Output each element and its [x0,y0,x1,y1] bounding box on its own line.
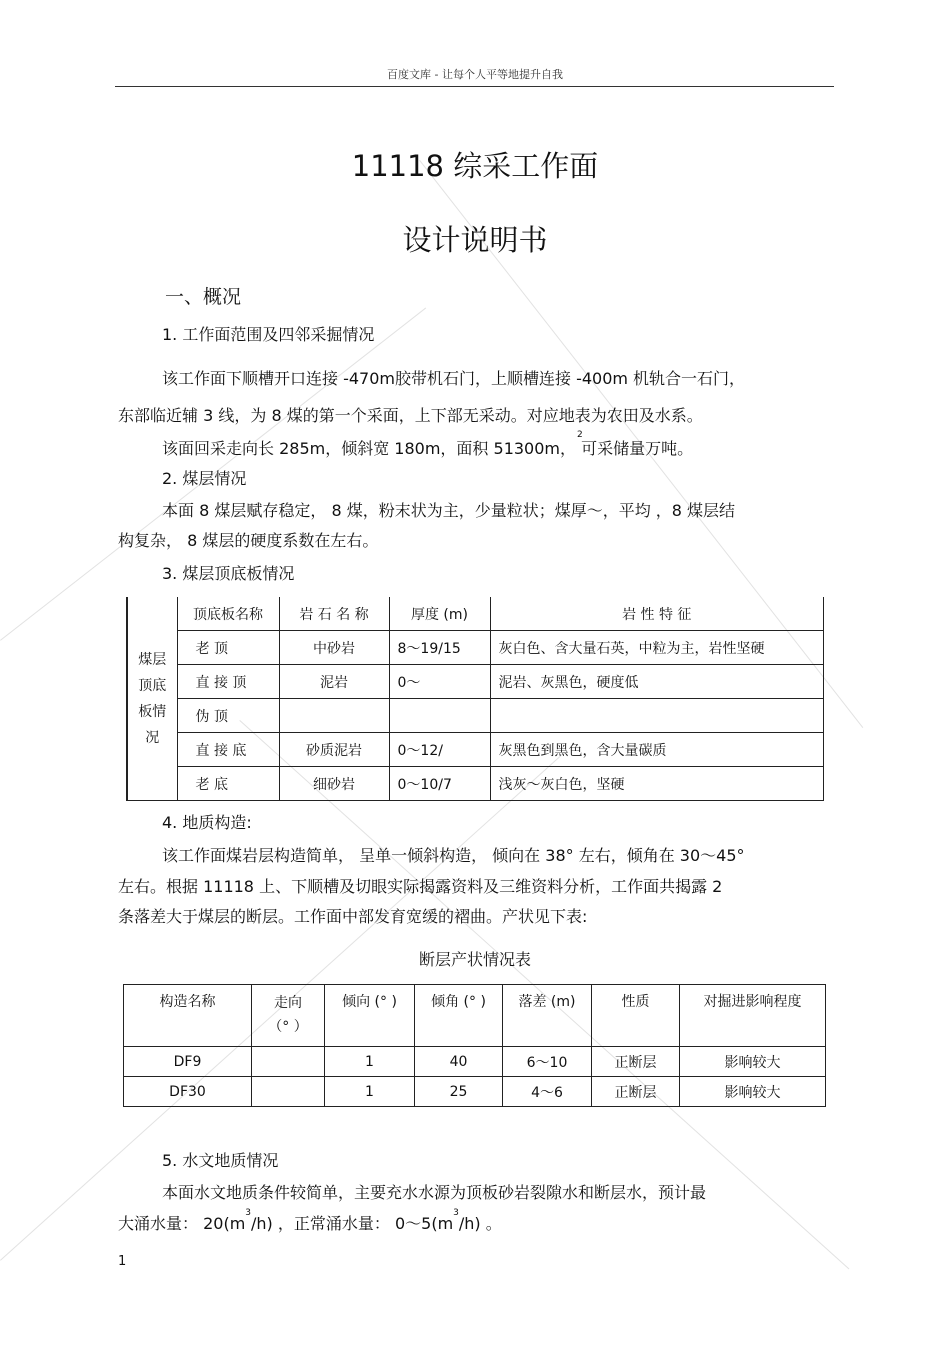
paragraph-4-line-3: 条落差大于煤层的断层。工作面中部发育宽缓的褶曲。产状见下表: [118,907,588,926]
paragraph-3-line-1: 本面 8 煤层赋存稳定， 8 煤，粉末状为主，少量粒状；煤厚～，平均 ，8 煤层结 [162,501,736,520]
subsection-heading-3: 3. 煤层顶底板情况 [162,564,295,583]
document-subtitle: 设计说明书 [402,223,548,257]
table-row: 直 接 底 砂质泥岩 0～12/ 灰黑色到黑色，含大量碳质 [127,733,824,767]
header-cell: 厚度 (m) [389,597,490,631]
subsection-heading-4: 4. 地质构造: [162,813,252,832]
paragraph-2: 该面回采走向长 285m，倾斜宽 180m，面积 51300m， 可采储量万吨。 [162,439,694,458]
header-cell: 走向 （° ） [252,985,325,1047]
side-label-cell: 煤层 顶底 板情 况 [127,597,177,801]
table-row: DF9 1 40 6～10 正断层 影响较大 [124,1047,826,1077]
header-divider [115,86,834,87]
paragraph-4-line-1: 该工作面煤岩层构造简单， 呈单一倾斜构造， 倾向在 38° 左右，倾角在 30～45° [162,846,745,865]
subsection-heading-1: 1. 工作面范围及四邻采掘情况 [162,325,375,344]
document-title: 11118 综采工作面 [351,149,599,183]
section-heading-overview: 一、概况 [165,286,242,308]
header-cell: 顶底板名称 [177,597,279,631]
header-cell: 性质 [592,985,680,1047]
header-cell: 倾角 (° ) [415,985,503,1047]
header-cell: 构造名称 [124,985,252,1047]
table-row: 老 底 细砂岩 0～10/7 浅灰～灰白色，坚硬 [127,767,824,801]
table-row: 伪 顶 [127,699,824,733]
header-cell: 落差 (m) [503,985,592,1047]
header-cell: 倾向 (° ) [325,985,415,1047]
table-header-row [127,597,824,631]
fault-table-title: 断层产状情况表 [418,950,531,969]
paragraph-4-line-2: 左右。根据 11118 上、下顺槽及切眼实际揭露资料及三维资料分析，工作面共揭露 2 [118,877,723,896]
superscript-2: 2 [577,430,583,440]
header-cell: 岩 性 特 征 [490,597,824,631]
header-cell: 岩 石 名 称 [279,597,389,631]
paragraph-5-line-2: 大涌水量： $20(m^3/h)$ ，正常涌水量： $0\sim 5(m^3/h)$ 。 [118,1208,502,1233]
table-row: 老 顶 中砂岩 8～19/15 灰白色、含大量石英，中粒为主，岩性坚硬 [127,631,824,665]
table-header-row [124,985,826,1047]
subsection-heading-5: 5. 水文地质情况 [162,1151,279,1170]
table-row: 直 接 顶 泥岩 0～ 泥岩、灰黑色，硬度低 [127,665,824,699]
paragraph-1-line-2: 东部临近辅 3 线，为 8 煤的第一个采面，上下部无采动。对应地表为农田及水系。 [118,406,703,425]
table-row: DF30 1 25 4～6 正断层 影响较大 [124,1077,826,1107]
paragraph-5-line-1: 本面水文地质条件较简单，主要充水水源为顶板砂岩裂隙水和断层水，预计最 [162,1183,707,1202]
header-cell: 对掘进影响程度 [680,985,826,1047]
page-header: 百度文库 - 让每个人平等地提升自我 [387,68,563,81]
roof-floor-table [126,597,824,801]
subsection-heading-2: 2. 煤层情况 [162,469,247,488]
page-number: 1 [118,1254,127,1269]
fault-table [123,984,826,1107]
paragraph-1-line-1: 该工作面下顺槽开口连接 -470m胶带机石门，上顺槽连接 -400m 机轨合一石门， [162,369,746,388]
paragraph-3-line-2: 构复杂， 8 煤层的硬度系数在左右。 [118,531,379,550]
